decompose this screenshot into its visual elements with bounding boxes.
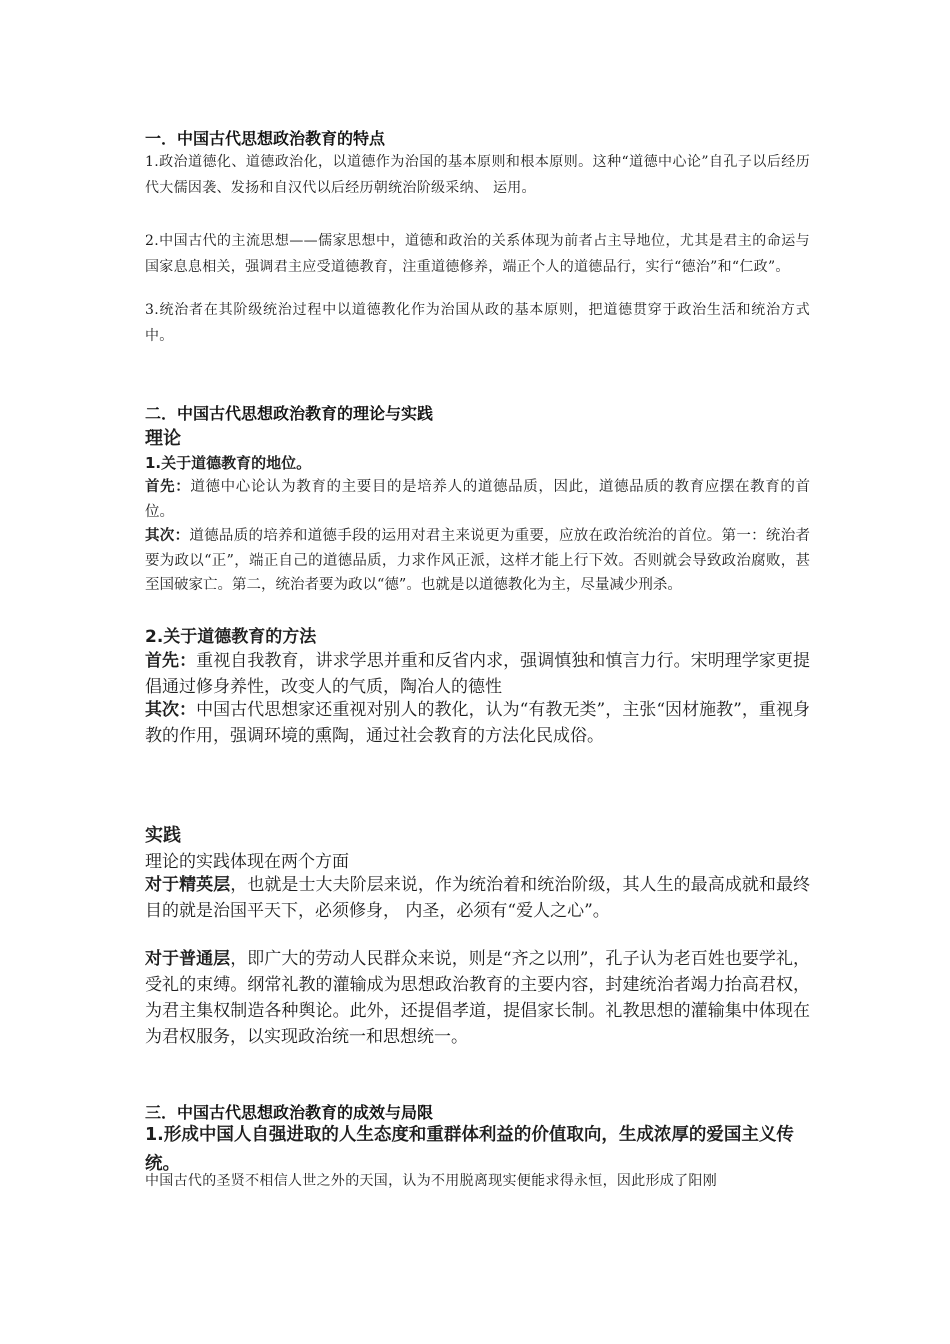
- second-text: 道德品质的培养和道德手段的运用对君主来说更为重要，应放在政治统治的首位。第一：统治者要为政以“正”，端正自己的道德品质，力求作风正派，这样才能上行下效。否则就会导致政治腐败，甚至国破家亡。第二，统治者要为政以“德”。也就是以道德教化为主，尽量减少刑杀。: [145, 528, 811, 593]
- theory-item-2-second: [145, 697, 810, 749]
- section-3-item-1-title: 1.形成中国人自强进取的人生态度和重群体利益的价值取向，生成浓厚的爱国主义传统。: [145, 1125, 794, 1174]
- section-3-heading: 三．中国古代思想政治教育的成效与局限: [145, 1103, 434, 1122]
- section-2-heading: 二．中国古代思想政治教育的理论与实践: [145, 404, 434, 423]
- theory-title: 理论: [145, 428, 181, 449]
- theory-item-2-title: 2.关于道德教育的方法: [145, 627, 317, 647]
- elite-text: ，也就是士大夫阶层来说，作为统治着和统治阶级，其人生的最高成就和最终目的就是治国平天下，必须修身， 内圣，必须有“爱人之心”。: [145, 875, 811, 921]
- practice-common: [145, 946, 810, 1050]
- section-1-point-2: 2.中国古代的主流思想——儒家思想中，道德和政治的关系体现为前者占主导地位，尤其是君主的命运与国家息息相关，强调君主应受道德教育，注重道德修养，端正个人的道德品行，实行“德治”和“仁政”。: [145, 233, 810, 275]
- practice-title: 实践: [145, 825, 181, 846]
- section-1-point-3: 3.统治者在其阶级统治过程中以道德教化作为治国从政的基本原则，把道德贯穿于政治生活和统治方式中。: [145, 302, 810, 344]
- practice-intro: 理论的实践体现在两个方面: [145, 852, 349, 872]
- second-label: 其次：: [145, 700, 197, 720]
- second-label: 其次：: [145, 528, 190, 544]
- theory-item-2-first: [145, 648, 810, 700]
- practice-elite: [145, 872, 810, 924]
- first-text: 道德中心论认为教育的主要目的是培养人的道德品质，因此，道德品质的教育应摆在教育的首位。: [145, 479, 811, 520]
- elite-label: 对于精英层: [145, 875, 231, 895]
- common-text: ，即广大的劳动人民群众来说，则是“齐之以刑”，孔子认为老百姓也要学礼，受礼的束缚。纲常礼教的灌输成为思想政治教育的主要内容，封建统治者竭力抬高君权，为君主集权制造各种舆论。此外，还提倡孝道，提倡家长制。礼教思想的灌输集中体现在为君权服务，以实现政治统一和思想统一。: [145, 949, 811, 1047]
- section-1-heading: 一．中国古代思想政治教育的特点: [145, 129, 386, 148]
- common-label: 对于普通层: [145, 949, 231, 969]
- section-3-item-1-text: 中国古代的圣贤不相信人世之外的天国，认为不用脱离现实便能求得永恒，因此形成了阳刚: [145, 1173, 717, 1189]
- first-label: 首先：: [145, 479, 191, 495]
- first-text: 重视自我教育，讲求学思并重和反省内求，强调慎独和慎言力行。宋明理学家更提倡通过修身养性，改变人的气质，陶冶人的德性: [145, 651, 811, 697]
- section-1-point-1: 1.政治道德化、道德政治化，以道德作为治国的基本原则和根本原则。这种“道德中心论”自孔子以后经历代大儒因袭、发扬和自汉代以后经历朝统治阶级采纳、 运用。: [145, 154, 810, 196]
- theory-item-1-second: [145, 524, 810, 598]
- first-label: 首先：: [145, 651, 197, 671]
- theory-item-1-first: [145, 475, 810, 524]
- theory-item-1-title: 1.关于道德教育的地位。: [145, 454, 312, 472]
- second-text: 中国古代思想家还重视对别人的教化，认为“有教无类”，主张“因材施教”，重视身教的作用，强调环境的熏陶，通过社会教育的方法化民成俗。: [145, 700, 810, 746]
